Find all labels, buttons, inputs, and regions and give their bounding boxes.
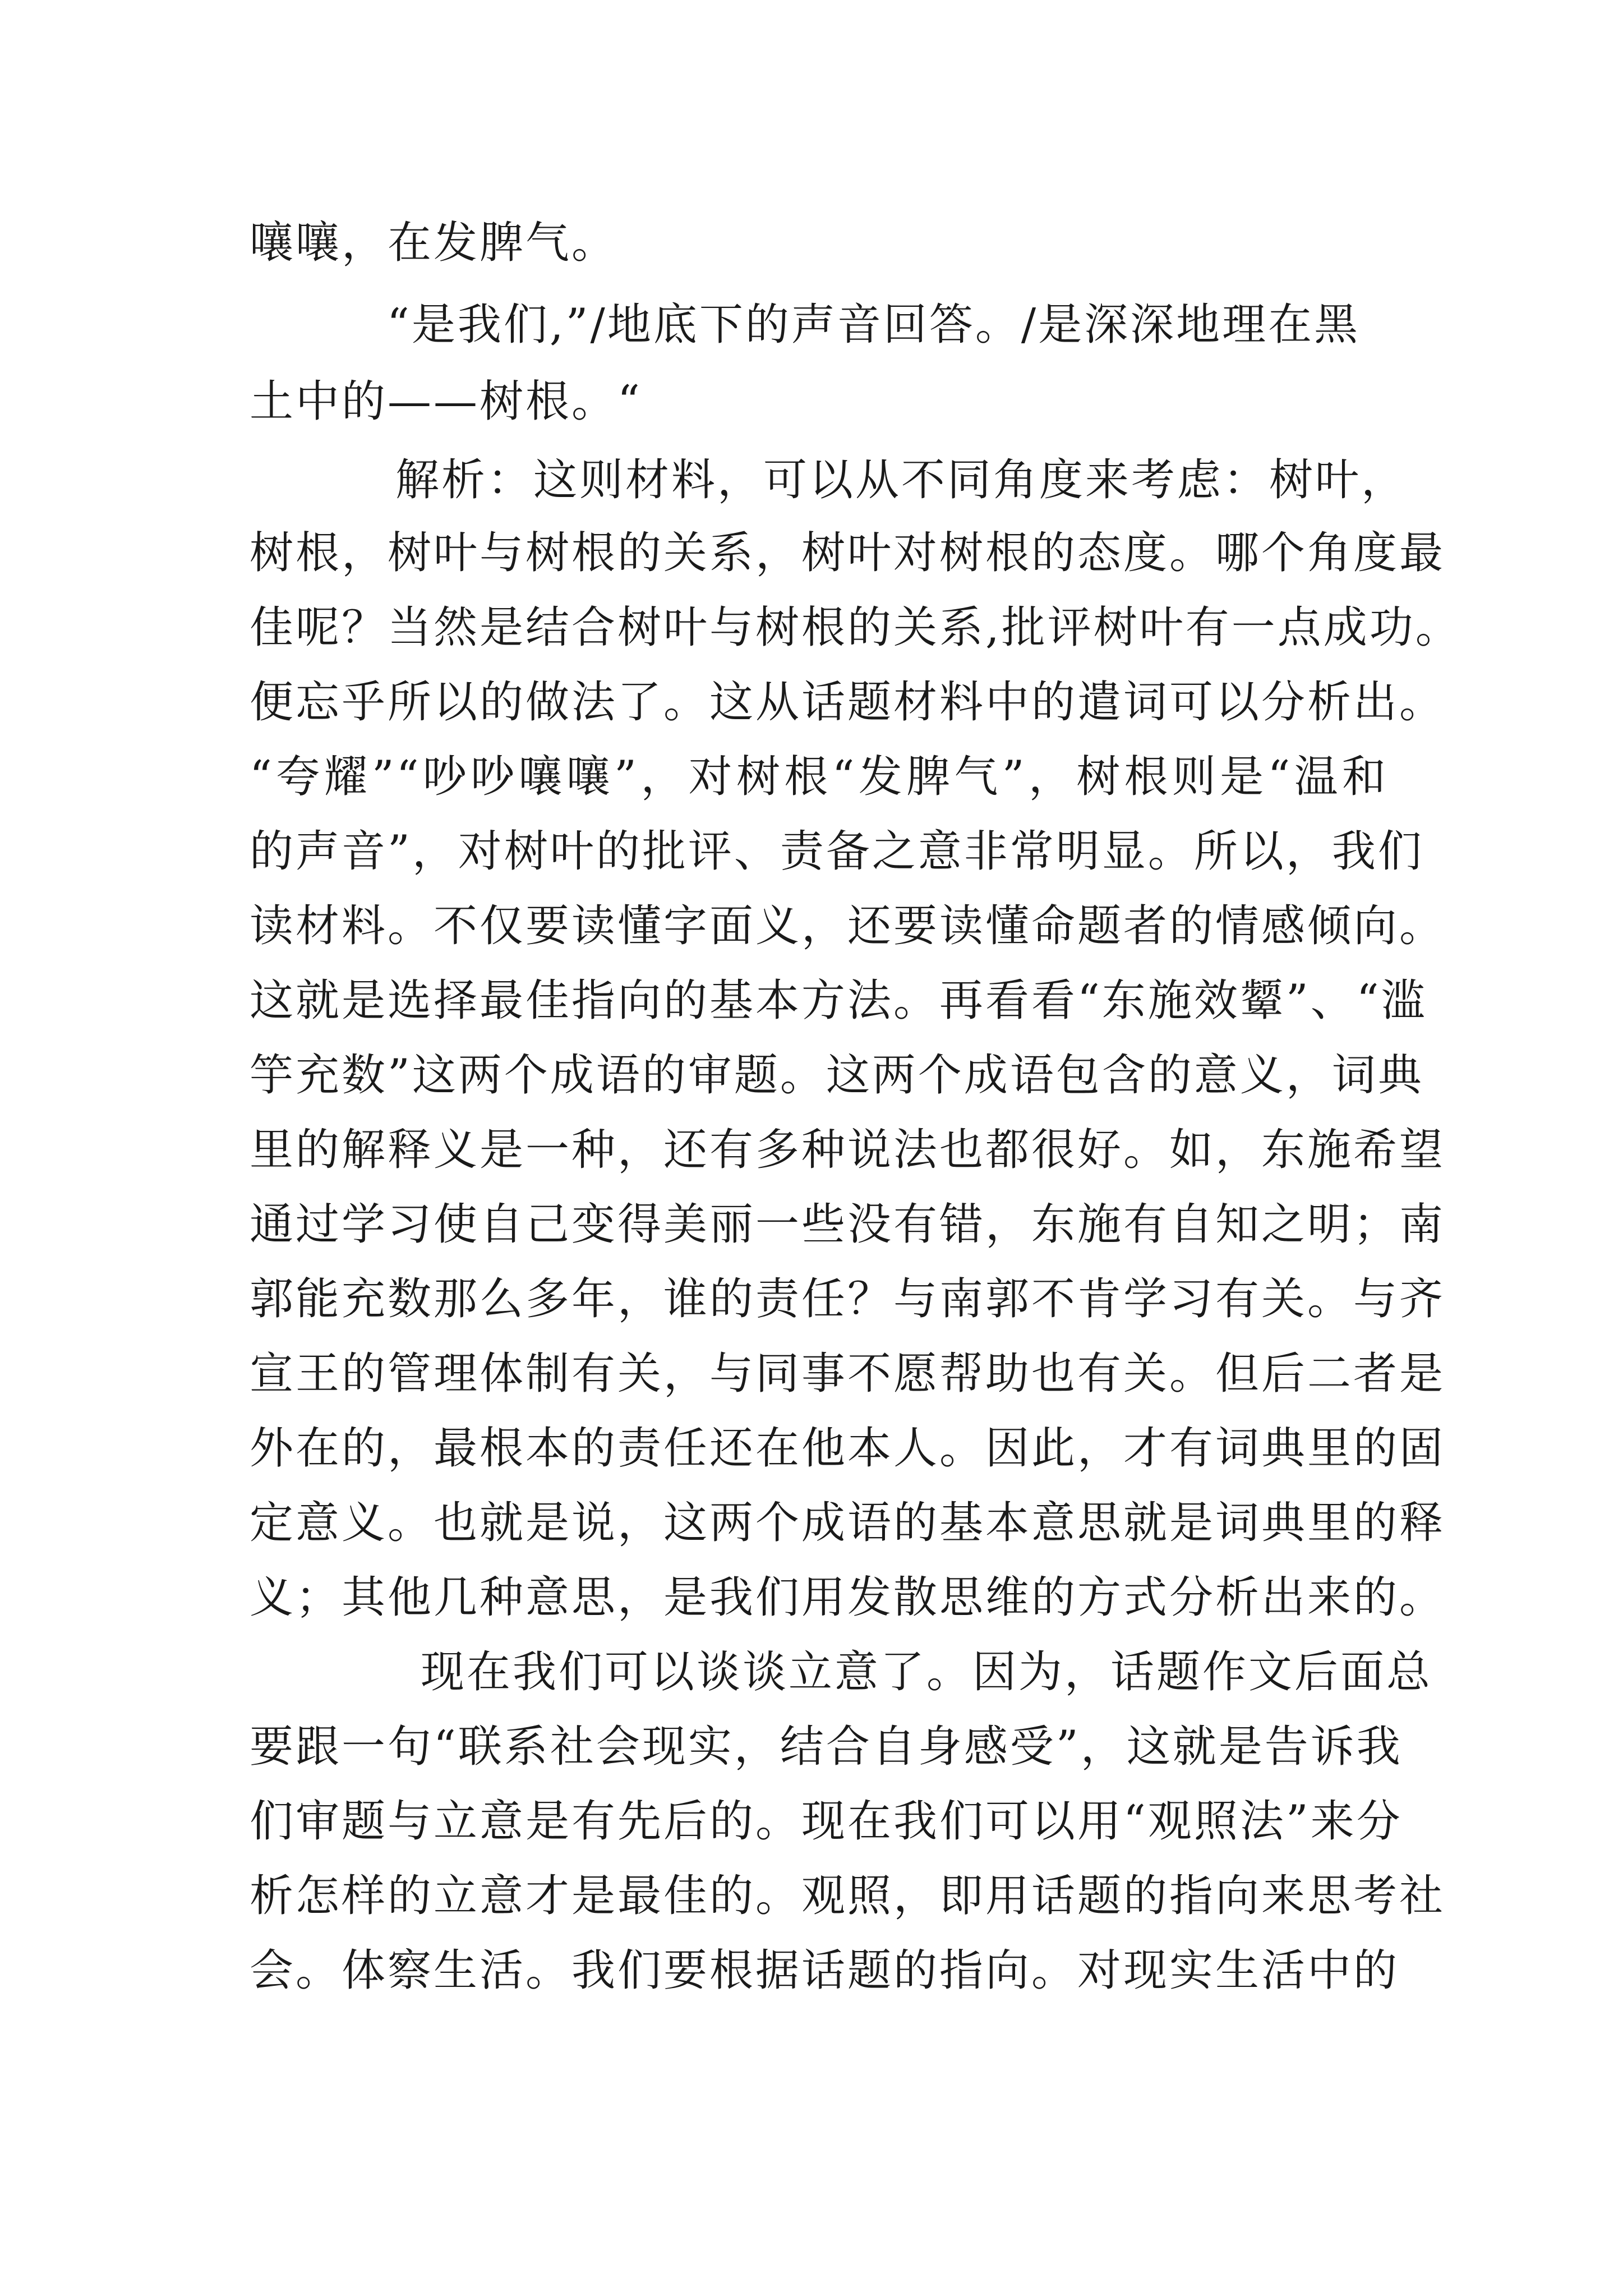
text-line: 要跟一句“联系社会现实，结合自身感受”，这就是告诉我 <box>250 1722 1403 1772</box>
text-line: “是我们,”/地底下的声音回答。/是深深地理在黑 <box>387 300 1361 350</box>
text-line: 析怎样的立意才是最佳的。观照，即用话题的指向来思考社 <box>250 1871 1446 1921</box>
text-line: 外在的，最根本的责任还在他本人。因此，才有词典里的固 <box>250 1423 1446 1474</box>
text-line: “夸耀”“吵吵嚷嚷”，对树根“发脾气”，树根则是“温和 <box>250 752 1388 802</box>
text-line: 们审题与立意是有先后的。现在我们可以用“观照法”来分 <box>250 1796 1403 1847</box>
text-line: 这就是选择最佳指向的基本方法。再看看“东施效颦”、“滥 <box>250 976 1427 1026</box>
text-line: 郭能充数那么多年，谁的责任？与南郭不肯学习有关。与齐 <box>250 1274 1446 1324</box>
text-line: 佳呢？当然是结合树叶与树根的关系,批评树叶有一点成功。 <box>250 602 1461 653</box>
text-line: 便忘乎所以的做法了。这从话题材料中的遣词可以分析出。 <box>250 677 1446 728</box>
text-line: 树根，树叶与树根的关系，树叶对树根的态度。哪个角度最 <box>250 528 1446 578</box>
text-line: 竽充数”这两个成语的审题。这两个成语包含的意义，词典 <box>250 1050 1424 1101</box>
text-line: 会。体察生活。我们要根据话题的指向。对现实生活中的 <box>250 1945 1400 1996</box>
text-line: 土中的——树根。“ <box>250 376 642 427</box>
text-line: 通过学习使自己变得美丽一些没有错，东施有自知之明；南 <box>250 1199 1446 1250</box>
text-line: 现在我们可以谈谈立意了。因为，话题作文后面总 <box>421 1647 1433 1697</box>
text-line: 解析：这则材料，可以从不同角度来考虑：树叶， <box>395 455 1408 505</box>
text-line: 的声音”，对树叶的批评、责备之意非常明显。所以，我们 <box>250 826 1424 877</box>
text-line: 里的解释义是一种，还有多种说法也都很好。如，东施希望 <box>250 1125 1446 1175</box>
text-line: 义；其他几种意思，是我们用发散思维的方式分析出来的。 <box>250 1572 1446 1623</box>
text-line: 读材料。不仅要读懂字面义，还要读懂命题者的情感倾向。 <box>250 901 1446 951</box>
text-line: 定意义。也就是说，这两个成语的基本意思就是词典里的释 <box>250 1498 1446 1548</box>
text-line: 宣王的管理体制有关，与同事不愿帮助也有关。但后二者是 <box>250 1349 1446 1399</box>
text-line: 嚷嚷，在发脾气。 <box>250 218 618 268</box>
